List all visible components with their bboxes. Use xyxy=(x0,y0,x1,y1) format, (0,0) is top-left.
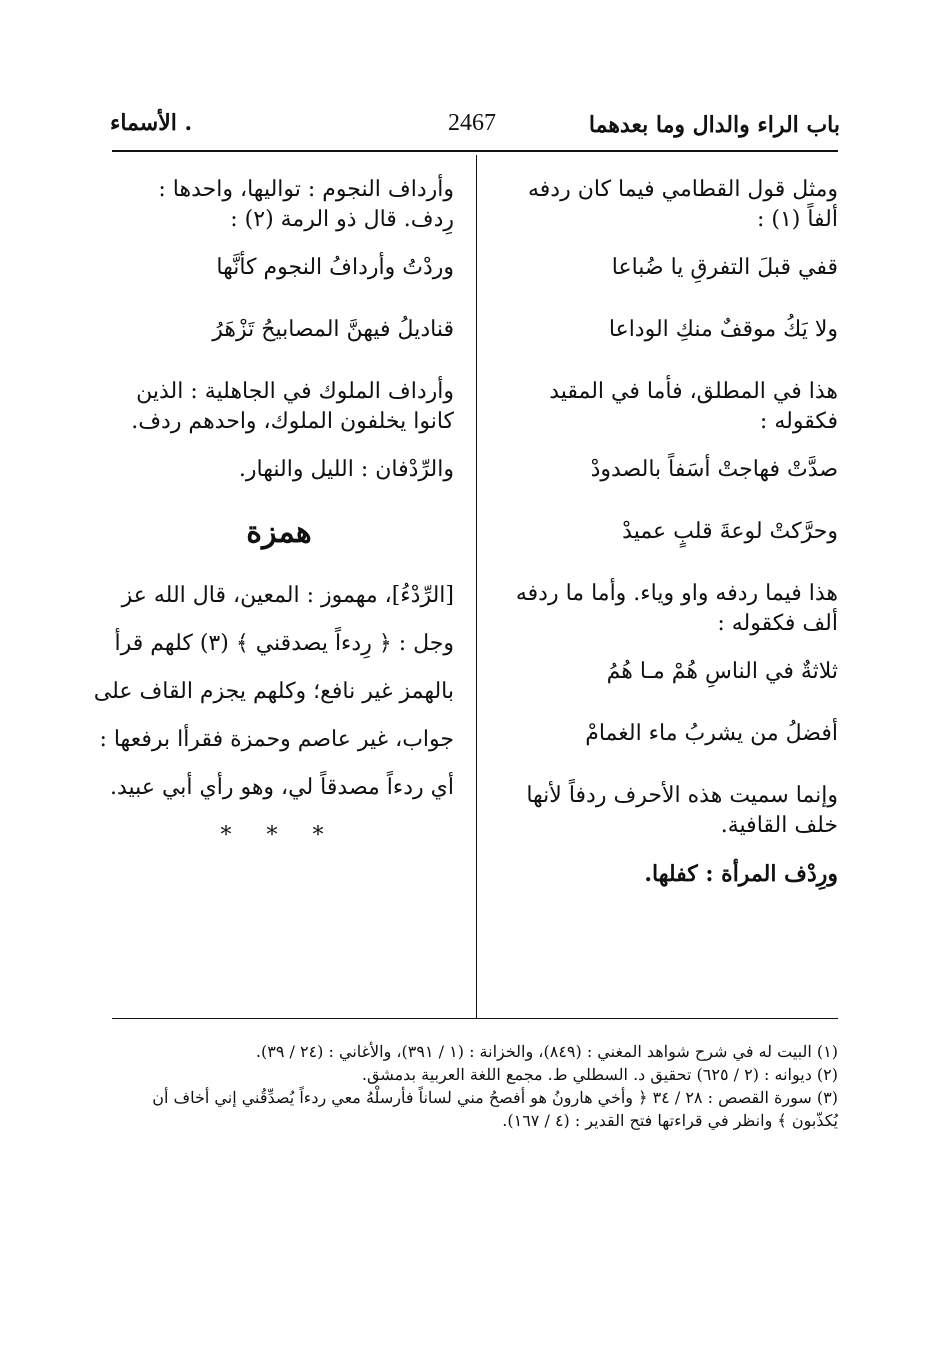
spacer xyxy=(104,755,454,773)
text-line: ألف فكقوله : xyxy=(717,611,838,636)
verse-line: ثلاثةٌ في الناسِ هُمْ مـا هُمُ xyxy=(606,659,838,684)
spacer xyxy=(483,235,838,253)
spacer xyxy=(483,345,838,377)
entry-line: والرِّدْفان : الليل والنهار. xyxy=(238,457,454,482)
running-header-chapter: باب الراء والدال وما بعدهما xyxy=(588,112,840,138)
verse-line: وردْتُ وأردافُ النجوم كأنَّها xyxy=(216,255,454,280)
entry-line: وأرداف الملوك في الجاهلية : الذين xyxy=(136,379,454,404)
spacer xyxy=(483,283,838,315)
spacer xyxy=(104,437,454,455)
verse-line: قناديلُ فيهنَّ المصابيحُ تَزْهَرُ xyxy=(212,317,454,342)
text-line: وجل : ﴿ رِدءاً يصدقني ﴾ (٣) كلهم قرأ xyxy=(114,631,454,656)
verse-line: أفضلُ من يشربُ ماء الغمامْ xyxy=(585,721,838,746)
spacer xyxy=(104,235,454,253)
text-line: كانوا يخلفون الملوك، واحدهم ردف. xyxy=(131,409,454,434)
text-line: بالهمز غير نافع؛ وكلهم يجزم القاف على xyxy=(93,679,454,704)
column-divider xyxy=(476,155,477,1018)
verse-line: وحرَّكتْ لوعةَ قلبٍ عميدْ xyxy=(622,519,838,544)
footnote-continuation: يُكذّبون ﴾ وانظر في قراءتها فتح القدير : (٤ / ١٦٧). xyxy=(502,1111,838,1130)
entry-line: ورِدْف المرأة : كفلها. xyxy=(644,861,838,887)
spacer xyxy=(104,563,454,581)
text-line: هذا في المطلق، فأما في المقيد xyxy=(549,379,838,404)
footnote: (٣) سورة القصص : ٢٨ / ٣٤ ﴿ وأخي هارونُ هو أفصحُ مني لساناً فأرسلْهُ معي ردءاً يُصدِّقُني إني أخاف أن xyxy=(152,1088,838,1107)
text-line: ألفاً (١) : xyxy=(756,207,838,232)
spacer xyxy=(104,345,454,377)
footnote: (٢) ديوانه : (٢ / ٦٢٥) تحقيق د. السطلي ط. مجمع اللغة العربية بدمشق. xyxy=(361,1065,838,1084)
left-column xyxy=(93,175,454,851)
spacer xyxy=(104,803,454,821)
verse-line: صدَّتْ فهاجتْ أسَفاً بالصدودْ xyxy=(590,457,838,482)
text-line: جواب، غير عاصم وحمزة فقرأا برفعها : xyxy=(99,727,454,752)
text-line: هذا فيما ردفه واو وياء. وأما ما ردفه xyxy=(515,581,838,606)
spacer xyxy=(483,547,838,579)
spacer xyxy=(483,437,838,455)
text-line: أي ردءاً مصدقاً لي، وهو رأي أبي عبيد. xyxy=(110,775,454,800)
running-header-section: . الأسماء xyxy=(110,110,193,136)
verse-line: ولا يَكُ موقفٌ منكِ الوداعا xyxy=(608,317,838,342)
spacer xyxy=(104,659,454,677)
text-line: خلف القافية. xyxy=(720,813,838,838)
spacer xyxy=(483,485,838,517)
spacer xyxy=(104,611,454,629)
entry-line: [الرِّدْءُ]، مهموز : المعين، قال الله عز xyxy=(121,583,454,608)
verse-line: قفي قبلَ التفرقِ يا ضُباعا xyxy=(611,255,838,280)
spacer xyxy=(104,283,454,315)
section-end-stars: * * * xyxy=(220,823,338,848)
spacer xyxy=(483,687,838,719)
section-heading: همزة xyxy=(246,515,312,550)
entry-line: وأرداف النجوم : تواليها، واحدها : xyxy=(158,177,454,202)
text-line: فكقوله : xyxy=(759,409,838,434)
text-line: وإنما سميت هذه الأحرف ردفاً لأنها xyxy=(526,783,838,808)
text-line: رِدف. قال ذو الرمة (٢) : xyxy=(230,207,454,232)
footnote: (١) البيت له في شرح شواهد المغني : (٨٤٩)، والخزانة : (١ / ٣٩١)، والأغاني : (٢٤ / ٣٩). xyxy=(255,1042,838,1061)
page-number: 2467 xyxy=(448,110,496,136)
spacer xyxy=(104,707,454,725)
spacer xyxy=(104,485,454,503)
footnotes xyxy=(112,1040,838,1132)
right-column xyxy=(483,175,838,889)
spacer xyxy=(483,841,838,859)
spacer xyxy=(483,639,838,657)
text-line: ومثل قول القطامي فيما كان ردفه xyxy=(528,177,838,202)
header-rule xyxy=(112,150,838,152)
spacer xyxy=(483,749,838,781)
footnote-rule xyxy=(112,1018,838,1019)
